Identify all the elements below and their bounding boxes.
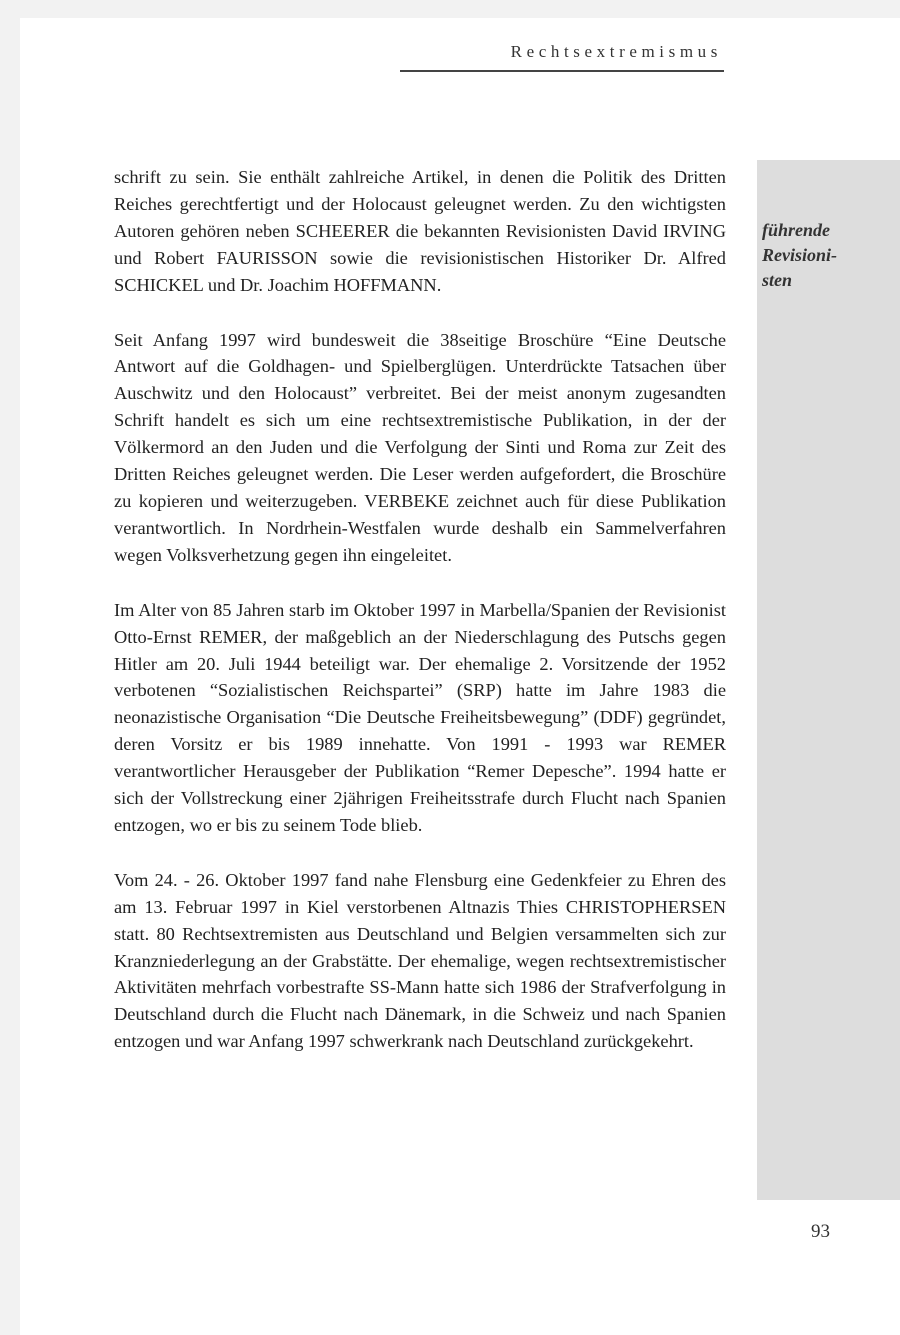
margin-note-line: Revisioni-	[762, 245, 837, 265]
margin-note-band	[757, 160, 900, 1200]
header-rule	[400, 70, 724, 72]
margin-note	[762, 218, 892, 293]
main-text	[114, 164, 726, 1083]
paragraph-4: Vom 24. - 26. Oktober 1997 fand nahe Flensburg eine Gedenkfeier zu Ehren des am 13. Februar 1997 in Kiel verstorbenen Altnazis Thies CHRISTOPHERSEN statt. 80 Rechtsextremisten aus Deutschland und Belgien versammelten sich zur Kranzniederlegung an der Grabstätte. Der ehemalige, wegen rechtsextremistischer Aktivitäten mehrfach vorbestrafte SS-Mann hatte sich 1986 der Strafverfolgung in Deutschland durch die Flucht nach Dänemark, in die Schweiz und nach Spanien entzogen und war Anfang 1997 schwerkrank nach Deutschland zurückgekehrt.	[114, 869, 726, 1052]
paragraph-2: Seit Anfang 1997 wird bundesweit die 38seitige Broschüre “Eine Deutsche Antwort auf die Goldhagen- und Spielberglügen. Unterdrückte Tatsachen über Auschwitz und den Holocaust” verbreitet. Bei der meist anonym zugesandten Schrift handelt es sich um eine rechtsextremistische Publikation, in der der Völkermord an den Juden und die Verfolgung der Sinti und Roma zur Zeit des Dritten Reiches geleugnet werden. Die Leser werden aufgefordert, die Broschüre zu kopieren und weiterzugeben. VERBEKE zeichnet auch für diese Publikation verantwortlich. In Nordrhein-Westfalen wurde deshalb ein Sammelverfahren wegen Volksverhetzung gegen ihn eingeleitet.	[114, 329, 726, 565]
paragraph-3: Im Alter von 85 Jahren starb im Oktober 1997 in Marbella/Spanien der Revisionist Otto-Ernst REMER, der maßgeblich an der Niederschlagung des Putschs gegen Hitler am 20. Juli 1944 beteiligt war. Der ehemalige 2. Vorsitzende der 1952 verbotenen “Sozialistischen Reichspartei” (SRP) hatte im Jahre 1983 die neonazistische Organisation “Die Deutsche Freiheitsbewegung” (DDF) gegründet, deren Vorsitz er bis 1989 innehatte. Von 1991 - 1993 war REMER verantwortlicher Herausgeber der Publikation “Remer Depesche”. 1994 hatte er sich der Vollstreckung einer 2jährigen Freiheitsstrafe durch Flucht nach Spanien entzogen, wo er bis zu seinem Tode blieb.	[114, 599, 726, 835]
margin-note-line: führende	[762, 220, 831, 240]
page-number: 93	[811, 1221, 830, 1242]
margin-note-line: sten	[762, 270, 793, 290]
paragraph-1: schrift zu sein. Sie enthält zahlreiche Artikel, in denen die Politik des Dritten Reiches gerechtfertigt und der Holocaust geleugnet werden. Zu den wichtigsten Autoren gehören neben SCHEERER die bekannten Revisionisten David IRVING und Robert FAURISSON sowie die revisionistischen Historiker Dr. Alfred SCHICKEL und Dr. Joachim HOFFMANN.	[114, 167, 726, 295]
running-header-title: Rechtsextremismus	[510, 42, 722, 61]
